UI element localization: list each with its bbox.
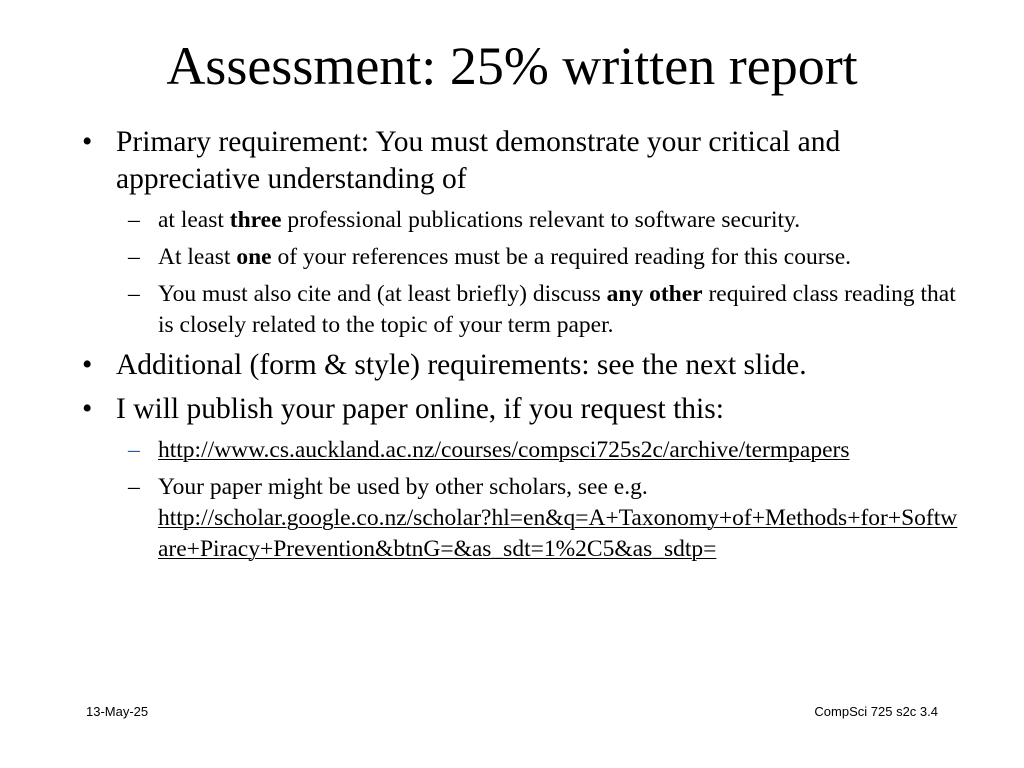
subitem-emphasis: any other [606,281,703,307]
subitem-text-post: professional publications relevant to software security. [281,207,801,233]
footer-course: CompSci 725 s2c 3.4 [814,704,938,719]
subitem-text: Your paper might be used by other scholars, see e.g. [158,474,648,500]
subitem-emphasis: one [236,244,272,270]
bullet-additional-requirements [72,347,962,384]
subitem-text-pre: You must also cite and (at least briefly) discuss [158,281,607,307]
footer-date: 13-May-25 [86,704,149,719]
archive-link[interactable]: http://www.cs.auckland.ac.nz/courses/compsci725s2c/archive/termpapers [158,437,850,463]
bullet-primary-requirement [72,124,962,198]
subitem-archive-link [72,435,962,466]
bullet-text: Primary requirement: You must demonstrate your critical and appreciative understanding of [116,126,841,195]
subitem-text-post: of your references must be a required reading for this course. [271,244,852,270]
subitem-one-required-reading [72,242,962,273]
bullet-icon: • [82,126,93,158]
slide-body [72,124,962,571]
bullet-publish-online [72,391,962,428]
subitem-text-pre: At least [158,244,237,270]
dash-icon: – [128,281,140,307]
scholar-link[interactable]: http://scholar.google.co.nz/scholar?hl=en&q=A+Taxonomy+of+Methods+for+Software+Piracy+Prevention&btnG=&as_sdt=1%2C5&as_sdtp= [158,505,958,562]
dash-icon: – [128,207,140,233]
subitem-emphasis: three [229,207,282,233]
bullet-icon: • [82,393,93,425]
subitem-text-pre: at least [158,207,230,233]
dash-icon: – [128,474,140,500]
subitem-scholar-example [72,472,962,565]
dash-icon: – [128,437,140,463]
dash-icon: – [128,244,140,270]
subitem-three-publications [72,205,962,236]
subitem-text-post: required class reading that is closely related to the topic of your term paper. [158,281,956,338]
subitem-cite-other-reading [72,279,962,341]
bullet-text: Additional (form & style) requirements: see the next slide. [116,349,807,381]
bullet-text: I will publish your paper online, if you request this: [116,393,724,425]
bullet-icon: • [82,349,93,381]
slide-title: Assessment: 25% written report [166,36,858,96]
